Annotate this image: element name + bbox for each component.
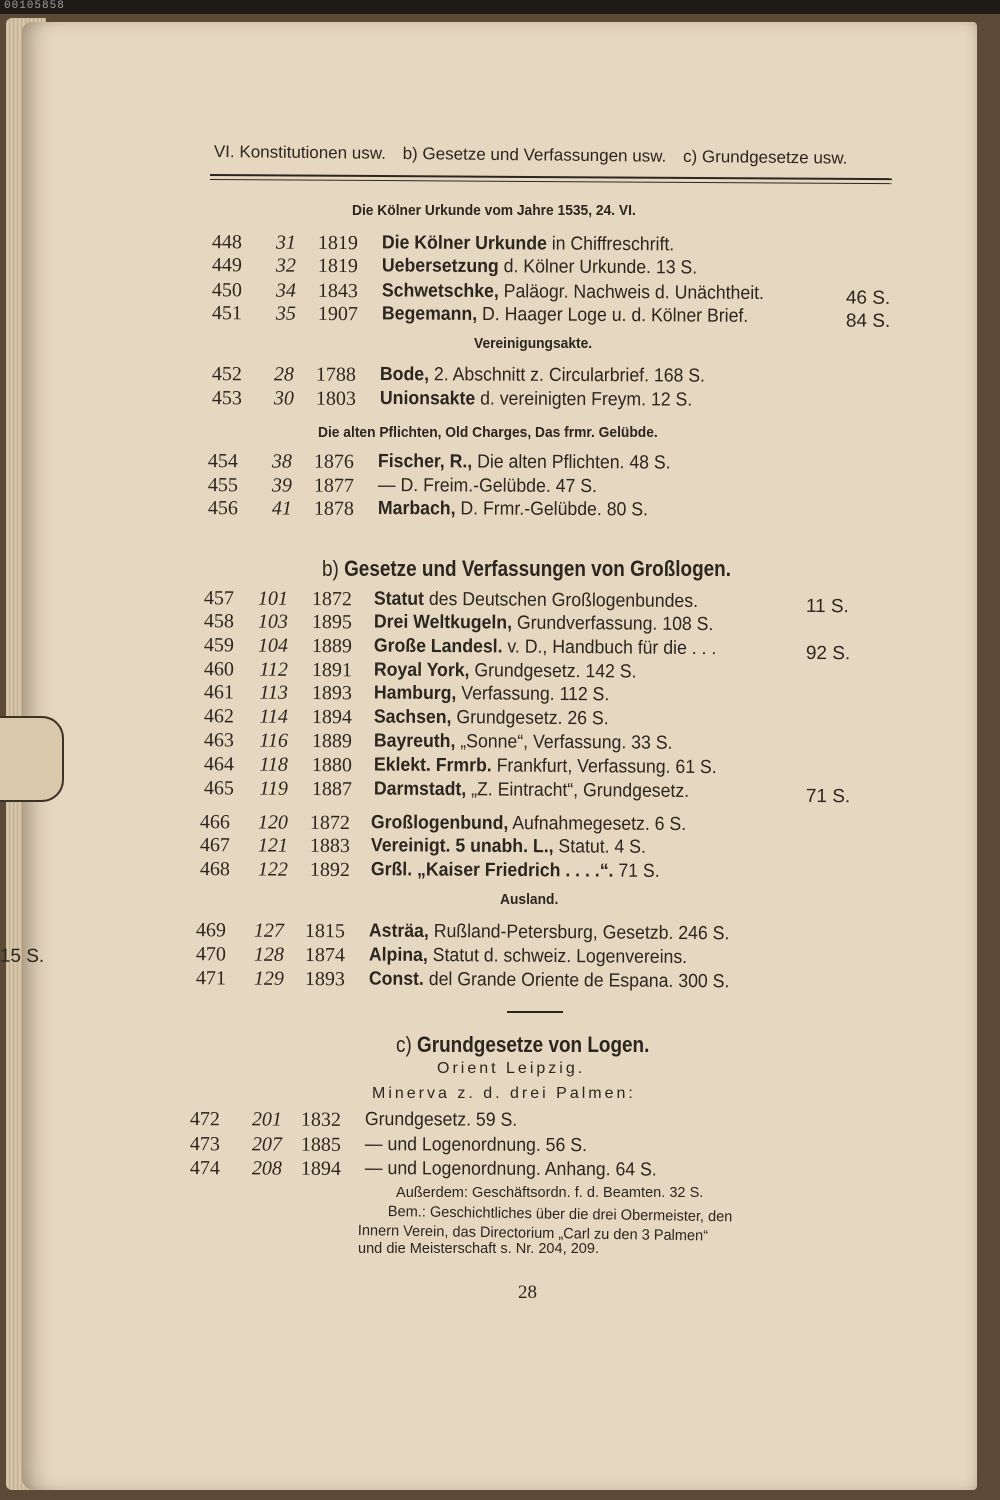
entry-number: 457 [203,587,234,610]
entry-author: Die Kölner Urkunde [381,232,547,255]
entry-number: 473 [189,1133,220,1156]
entry-catalogue-number: 120 [257,811,288,834]
entry-year: 1894 [300,1157,341,1180]
entry-title: Begemann, D. Haager Loge u. d. Kölner Brief. [381,303,749,327]
entry-catalogue-number: 30 [273,387,294,410]
catalogue-entry-468 [0,857,1000,887]
entry-year: 1803 [315,387,356,410]
entry-year: 1893 [304,968,345,991]
catalogue-entry-456 [0,496,1000,525]
entry-number: 460 [203,658,234,681]
section-separator [507,1011,563,1013]
entry-year: 1889 [311,635,352,658]
entry-year: 1895 [311,611,352,634]
entry-author: Vereinigt. 5 unabh. L., [370,835,554,858]
entry-title: Bode, 2. Abschnitt z. Circularbrief. 168 S. [379,363,706,387]
running-head [214,142,894,169]
entry-number: 465 [203,777,234,800]
entry-year: 1894 [311,706,352,729]
entry-year: 1891 [311,659,352,682]
entry-catalogue-number: 112 [259,658,288,681]
entry-number: 474 [189,1157,220,1180]
entry-number: 464 [203,753,234,776]
entry-title: Großlogenbund, Aufnahmegesetz. 6 S. [370,812,687,836]
entry-author: Alpina, [368,944,428,966]
entry-author: Hamburg, [373,682,457,705]
entry-year: 1889 [311,730,352,753]
running-head-part-3: c) Grundgesetze usw. [682,146,848,168]
subhead-ausland: Ausland. [500,891,559,908]
entry-title: — und Logenordnung. Anhang. 64 S. [364,1158,657,1181]
entry-author: Royal York, [373,659,470,682]
entry-catalogue-number: 38 [271,450,292,473]
entry-page-count: 46 S. [845,287,891,309]
entry-page-count: 11 S. [805,595,849,618]
entry-year: 1907 [317,302,358,326]
entry-year: 1877 [313,474,354,497]
entry-number: 467 [199,834,230,857]
running-head-part-1: VI. Konstitutionen usw. [213,142,386,163]
entry-author: Darmstadt, [373,778,467,801]
entry-number: 448 [211,231,242,254]
entry-page-count: 92 S. [805,642,851,665]
entry-title: Sachsen, Grundgesetz. 26 S. [373,706,609,730]
entry-catalogue-number: 34 [275,279,296,302]
entry-catalogue-number: 127 [253,919,284,942]
entry-number: 453 [211,387,242,410]
entry-title: Vereinigt. 5 unabh. L., Statut. 4 S. [370,835,646,858]
entry-number: 472 [189,1108,220,1131]
entry-year: 1832 [300,1108,341,1131]
entry-title: Grundgesetz. 59 S. [364,1109,518,1131]
entry-number: 451 [211,302,242,325]
entry-number: 455 [207,474,238,497]
entry-number: 449 [211,254,242,277]
entry-year: 1883 [309,834,350,858]
entry-title: Grßl. „Kaiser Friedrich . . . .“. 71 S. [370,859,660,882]
entry-year: 1843 [317,279,358,303]
entry-number: 462 [203,705,234,728]
entry-catalogue-number: 103 [257,610,288,633]
entry-year: 1874 [304,944,345,967]
entry-catalogue-number: 41 [271,497,292,520]
note-line-2: Bem.: Geschichtliches über die drei Obermeister, den [387,1203,733,1226]
entry-catalogue-number: 208 [251,1157,282,1180]
entry-page-count: 84 S. [845,310,891,332]
entry-year: 1878 [313,497,354,520]
entry-number: 452 [211,363,242,386]
catalogue-entry-453 [0,386,1000,415]
entry-catalogue-number: 129 [253,967,284,990]
entry-number: 459 [203,634,234,657]
entry-page-count: 15 S. [0,945,45,967]
lodge-label: Minerva z. d. drei Palmen: [372,1085,636,1102]
entry-author: Unionsakte [379,387,476,410]
entry-author: Fischer, R., [377,450,473,473]
entry-title: Uebersetzung d. Kölner Urkunde. 13 S. [381,255,698,279]
entry-title: — und Logenordnung. 56 S. [364,1134,588,1157]
entry-author: Const. [368,968,424,990]
entry-title: Const. del Grande Oriente de Espana. 300 S. [368,968,730,993]
entry-author: Großlogenbund, [370,812,509,835]
note-line-4: und die Meisterschaft s. Nr. 204, 209. [358,1240,600,1257]
entry-title: Große Landesl. v. D., Handbuch für die . . . [373,635,717,660]
entry-title: Asträa, Rußland-Petersburg, Gesetzb. 246 S. [368,920,730,945]
entry-year: 1887 [311,778,352,801]
entry-page-count: 71 S. [805,785,851,808]
entry-catalogue-number: 118 [259,753,288,776]
entry-year: 1893 [311,682,352,705]
section-b-prefix: b) [322,556,339,581]
entry-catalogue-number: 119 [259,777,288,800]
entry-number: 454 [207,450,238,473]
entry-author: Bayreuth, [373,730,456,753]
entry-number: 461 [203,681,234,704]
entry-author: Asträa, [368,920,429,942]
entry-author: Bode, [379,363,430,386]
entry-number: 468 [199,858,230,881]
note-line-1: Außerdem: Geschäftsordn. f. d. Beamten. 32 S. [396,1184,704,1201]
entry-year: 1885 [300,1133,341,1156]
entry-number: 450 [211,279,242,302]
entry-title: Hamburg, Verfassung. 112 S. [373,682,610,706]
entry-author: Sachsen, [373,706,452,729]
entry-title: Statut des Deutschen Großlogenbundes. [373,588,699,613]
entry-catalogue-number: 207 [251,1133,282,1156]
entry-year: 1876 [313,450,354,473]
entry-author: Eklekt. Frmrb. [373,754,492,777]
entry-title: Marbach, D. Frmr.-Gelübde. 80 S. [377,497,649,521]
entry-catalogue-number: 201 [251,1108,282,1131]
entry-year: 1819 [317,231,358,255]
catalogue-entry-474 [0,1156,1000,1185]
subhead-koelner: Die Kölner Urkunde vom Jahre 1535, 24. VI. [352,202,636,219]
entry-author: Uebersetzung [381,255,499,278]
entry-number: 456 [207,497,238,520]
entry-year: 1872 [311,588,352,611]
entry-catalogue-number: 28 [273,363,294,386]
entry-title: Unionsakte d. vereinigten Freym. 12 S. [379,387,693,411]
header-rule-thin [210,179,892,184]
entry-year: 1815 [304,920,345,943]
entry-title: Darmstadt, „Z. Eintracht“, Grundgesetz. [373,778,690,802]
entry-author: Statut [373,588,425,610]
entry-title: Schwetschke, Paläogr. Nachweis d. Unächtheit. [381,280,765,304]
entry-number: 466 [199,811,230,834]
entry-catalogue-number: 39 [271,474,292,497]
section-c-heading [396,1032,649,1058]
entry-catalogue-number: 104 [257,634,288,657]
entry-catalogue-number: 114 [259,705,288,728]
entry-year: 1819 [317,254,358,278]
entry-author: Grßl. „Kaiser Friedrich . . . .“. [370,859,614,882]
note-line-3: Innern Verein, das Directorium „Carl zu den 3 Palmen“ [357,1222,709,1245]
entry-author: Drei Weltkugeln, [373,611,513,634]
entry-catalogue-number: 35 [275,302,296,325]
entry-number: 471 [195,967,226,990]
entry-title: Bayreuth, „Sonne“, Verfassung. 33 S. [373,730,673,754]
subhead-pflichten: Die alten Pflichten, Old Charges, Das frmr. Gelübde. [318,424,658,441]
entry-title: — D. Freim.-Gelübde. 47 S. [377,474,597,498]
entry-year: 1872 [309,811,350,835]
entry-title: Fischer, R., Die alten Pflichten. 48 S. [377,450,671,474]
entry-year: 1880 [311,754,352,777]
scan-id-label: 00105858 [4,0,65,12]
entry-author: Große Landesl. [373,635,503,658]
entry-title: Eklekt. Frmrb. Frankfurt, Verfassung. 61 S. [373,754,717,779]
orient-label: Orient Leipzig. [437,1060,586,1077]
entry-title: Royal York, Grundgesetz. 142 S. [373,659,637,683]
section-c-title: Grundgesetze von Logen. [417,1032,650,1057]
page-number: 28 [518,1282,537,1303]
section-c-prefix: c) [396,1032,412,1057]
entry-catalogue-number: 113 [259,681,288,704]
section-b-title: Gesetze und Verfassungen von Großlogen. [344,556,731,581]
entry-author: Marbach, [377,497,456,520]
entry-catalogue-number: 101 [257,587,288,610]
entry-title: Drei Weltkugeln, Grundverfassung. 108 S. [373,611,714,636]
entry-number: 469 [195,919,226,942]
section-b-heading [322,556,731,582]
entry-author: Schwetschke, [381,280,499,303]
entry-catalogue-number: 128 [253,943,284,966]
entry-catalogue-number: 32 [275,254,296,277]
entry-number: 470 [195,943,226,966]
running-head-part-2: b) Gesetze und Verfassungen usw. [402,143,667,166]
entry-year: 1892 [309,858,350,882]
entry-title: Alpina, Statut d. schweiz. Logenvereins. [368,944,688,969]
entry-catalogue-number: 121 [257,834,288,857]
entry-catalogue-number: 31 [275,231,296,254]
subhead-vereinigung: Vereinigungsakte. [474,335,593,352]
entry-number: 463 [203,729,234,752]
entry-author: Begemann, [381,303,478,325]
entry-catalogue-number: 122 [257,858,288,881]
entry-catalogue-number: 116 [259,729,288,752]
entry-title: Die Kölner Urkunde in Chiffreschrift. [381,232,675,256]
entry-year: 1788 [315,363,356,386]
entry-number: 458 [203,610,234,633]
